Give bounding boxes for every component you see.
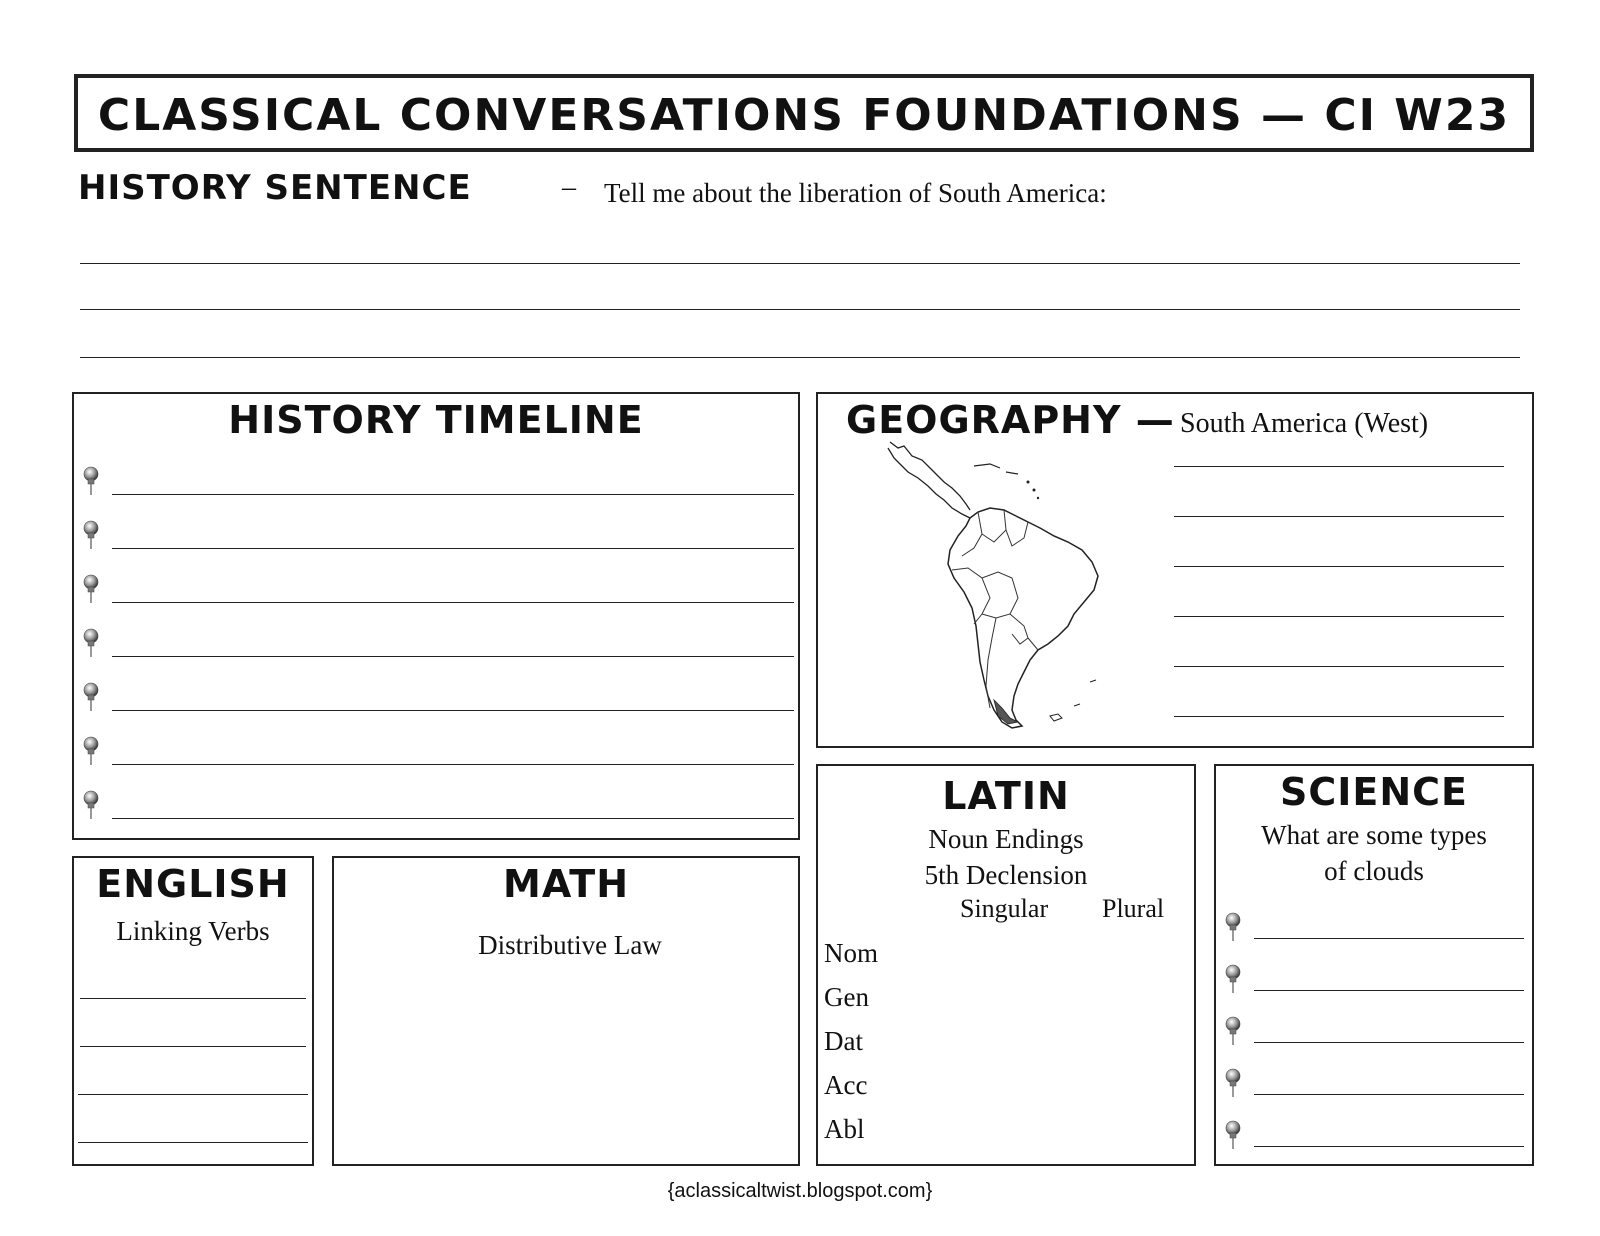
science-prompt-line1: What are some types: [1261, 820, 1487, 850]
pushpin-icon: [1224, 1068, 1242, 1098]
science-answer-line[interactable]: [1254, 1146, 1524, 1147]
english-answer-line[interactable]: [78, 1094, 308, 1095]
latin-col-plural: Plural: [1102, 894, 1165, 923]
pushpin-icon: [1224, 964, 1242, 994]
pushpin-icon: [82, 628, 100, 658]
english-heading: ENGLISH: [96, 862, 290, 906]
history-sentence-dash: –: [562, 172, 576, 203]
title-box: [74, 74, 1534, 152]
pushpin-icon: [82, 466, 100, 496]
latin-case-nom: Nom: [824, 938, 878, 968]
science-heading: SCIENCE: [1279, 770, 1468, 814]
history-sentence-answer-line[interactable]: [80, 263, 1520, 264]
pushpin-icon: [82, 574, 100, 604]
science-answer-line[interactable]: [1254, 1094, 1524, 1095]
timeline-answer-line[interactable]: [112, 656, 794, 657]
geography-answer-line[interactable]: [1174, 516, 1504, 517]
pushpin-icon: [1224, 1120, 1242, 1150]
history-sentence-prompt: Tell me about the liberation of South America:: [604, 178, 1107, 208]
page-title: CLASSICAL CONVERSATIONS FOUNDATIONS — CI W23: [97, 90, 1511, 141]
english-answer-line[interactable]: [80, 1046, 306, 1047]
english-subtitle: Linking Verbs: [116, 916, 270, 946]
timeline-answer-line[interactable]: [112, 818, 794, 819]
geography-answer-line[interactable]: [1174, 466, 1504, 467]
latin-case-acc: Acc: [824, 1070, 868, 1100]
science-answer-line[interactable]: [1254, 990, 1524, 991]
geography-subtitle: South America (West): [1180, 408, 1429, 439]
latin-heading: LATIN: [942, 774, 1070, 818]
timeline-answer-line[interactable]: [112, 764, 794, 765]
math-subtitle: Distributive Law: [478, 930, 662, 960]
south-america-map: [878, 438, 1118, 738]
geography-heading: GEOGRAPHY —: [846, 398, 1175, 442]
history-sentence-answer-line[interactable]: [80, 309, 1520, 310]
geography-answer-line[interactable]: [1174, 666, 1504, 667]
science-prompt-line2: of clouds: [1324, 856, 1424, 886]
latin-col-singular: Singular: [960, 894, 1049, 923]
science-box: [1214, 764, 1534, 1166]
timeline-answer-line[interactable]: [112, 494, 794, 495]
math-heading: MATH: [503, 862, 629, 906]
history-timeline-heading: HISTORY TIMELINE: [228, 398, 644, 442]
latin-box: [816, 764, 1196, 1166]
english-answer-line[interactable]: [80, 998, 306, 999]
pushpin-icon: [82, 736, 100, 766]
pushpin-icon: [82, 520, 100, 550]
geography-box: [816, 392, 1534, 748]
timeline-answer-line[interactable]: [112, 710, 794, 711]
english-answer-line[interactable]: [78, 1142, 308, 1143]
latin-case-abl: Abl: [824, 1114, 865, 1144]
latin-case-gen: Gen: [824, 982, 869, 1012]
timeline-answer-line[interactable]: [112, 602, 794, 603]
history-timeline-box: [72, 392, 800, 840]
pushpin-icon: [1224, 912, 1242, 942]
latin-line1: Noun Endings: [928, 824, 1084, 854]
footer-credit: {aclassicaltwist.blogspot.com}: [667, 1180, 933, 1202]
math-box: [332, 856, 800, 1166]
geography-answer-line[interactable]: [1174, 616, 1504, 617]
latin-case-dat: Dat: [824, 1026, 863, 1056]
geography-answer-line[interactable]: [1174, 566, 1504, 567]
history-sentence-heading: HISTORY SENTENCE: [78, 168, 472, 208]
geography-answer-line[interactable]: [1174, 716, 1504, 717]
english-box: [72, 856, 314, 1166]
pushpin-icon: [1224, 1016, 1242, 1046]
pushpin-icon: [82, 682, 100, 712]
timeline-answer-line[interactable]: [112, 548, 794, 549]
history-sentence-answer-line[interactable]: [80, 357, 1520, 358]
latin-line2: 5th Declension: [924, 860, 1088, 890]
science-answer-line[interactable]: [1254, 938, 1524, 939]
pushpin-icon: [82, 790, 100, 820]
science-answer-line[interactable]: [1254, 1042, 1524, 1043]
